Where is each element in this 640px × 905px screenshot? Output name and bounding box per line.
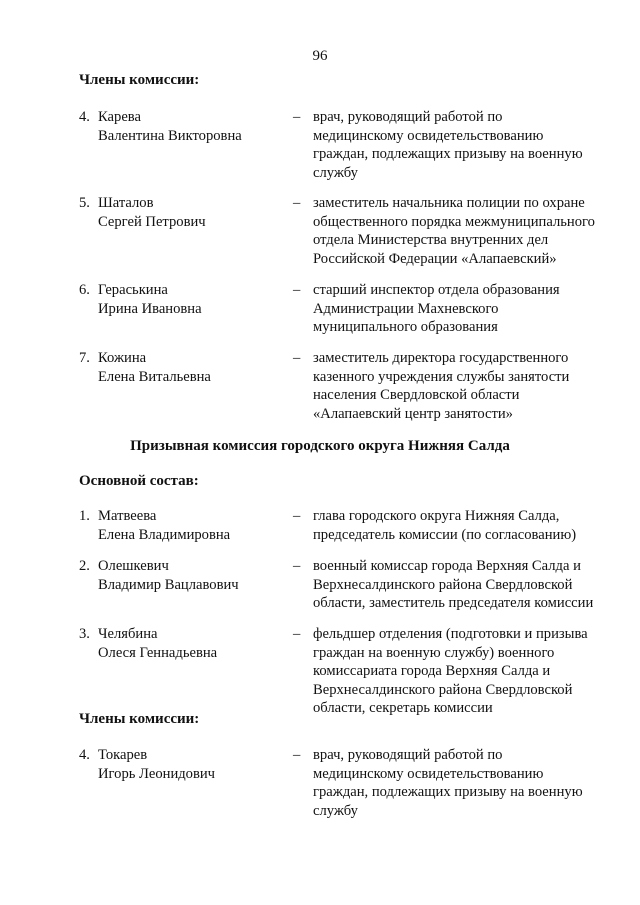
section-heading-main-composition: Основной состав: xyxy=(79,473,199,489)
role-line: военный комиссар города Верхняя Салда и xyxy=(313,558,581,574)
entry-number: 5. xyxy=(79,195,90,211)
member-role xyxy=(313,625,613,718)
role-line: отдела Министерства внутренних дел xyxy=(313,232,549,248)
member-given-names: Сергей Петрович xyxy=(98,213,206,230)
member-given-names: Игорь Леонидович xyxy=(98,765,216,782)
role-line: врач, руководящий работой по xyxy=(313,109,503,125)
entry-number: 2. xyxy=(79,558,90,574)
member-surname: Шаталов xyxy=(98,195,154,211)
role-line: населения Свердловской области xyxy=(313,387,520,403)
member-role xyxy=(313,281,613,337)
role-line: общественного порядка межмуниципального xyxy=(313,213,595,230)
member-given-names: Олеся Геннадьевна xyxy=(98,644,218,661)
member-name xyxy=(98,194,288,231)
dash-separator: – xyxy=(293,109,301,125)
entry-number: 6. xyxy=(79,282,90,298)
role-line: службу xyxy=(313,164,358,181)
role-line: казенного учреждения службы занятости xyxy=(313,368,570,385)
member-surname: Олешкевич xyxy=(98,558,169,574)
member-role xyxy=(313,349,613,423)
member-role xyxy=(313,194,613,268)
member-surname: Челябина xyxy=(98,626,158,642)
member-name xyxy=(98,507,288,544)
member-name xyxy=(98,281,288,318)
role-line: муниципального образования xyxy=(313,319,498,335)
member-surname: Кожина xyxy=(98,350,147,366)
member-given-names: Ирина Ивановна xyxy=(98,300,202,317)
role-line: Верхнесалдинского района Свердловской xyxy=(313,681,573,698)
section-heading-members: Члены комиссии: xyxy=(79,72,200,88)
entry-number: 3. xyxy=(79,626,90,642)
member-name xyxy=(98,108,288,145)
member-surname: Матвеева xyxy=(98,508,157,524)
member-name xyxy=(98,746,288,783)
role-line: комиссариата города Верхняя Салда и xyxy=(313,663,551,679)
member-role xyxy=(313,507,613,544)
dash-separator: – xyxy=(293,747,301,763)
dash-separator: – xyxy=(293,508,301,524)
member-role xyxy=(313,746,613,820)
role-line: области, секретарь комиссии xyxy=(313,700,493,716)
member-given-names: Елена Владимировна xyxy=(98,526,231,543)
dash-separator: – xyxy=(293,282,301,298)
member-name xyxy=(98,349,288,386)
commission-title: Призывная комиссия городского округа Нижняя Салда xyxy=(130,438,510,454)
section-heading-members: Члены комиссии: xyxy=(79,711,200,727)
role-line: врач, руководящий работой по xyxy=(313,747,503,763)
entry-number: 7. xyxy=(79,350,90,366)
role-line: Администрации Махневского xyxy=(313,300,499,317)
member-role xyxy=(313,557,613,613)
dash-separator: – xyxy=(293,195,301,211)
member-given-names: Владимир Вацлавович xyxy=(98,576,239,593)
role-line: граждан, подлежащих призыву на военную xyxy=(313,146,583,162)
member-surname: Гераськина xyxy=(98,282,168,298)
role-line: председатель комиссии (по согласованию) xyxy=(313,526,577,543)
member-surname: Токарев xyxy=(98,747,148,763)
role-line: области, заместитель председателя комиссии xyxy=(313,595,594,611)
member-surname: Карева xyxy=(98,109,141,125)
role-line: фельдшер отделения (подготовки и призыва xyxy=(313,626,588,642)
page-number: 96 xyxy=(312,48,328,64)
role-line: граждан на военную службу) военного xyxy=(313,644,555,661)
role-line: медицинскому освидетельствованию xyxy=(313,127,544,144)
member-name xyxy=(98,625,288,662)
role-line: старший инспектор отдела образования xyxy=(313,282,560,298)
role-line: граждан, подлежащих призыву на военную xyxy=(313,784,583,800)
role-line: заместитель директора государственного xyxy=(313,350,569,366)
dash-separator: – xyxy=(293,350,301,366)
dash-separator: – xyxy=(293,626,301,642)
dash-separator: – xyxy=(293,558,301,574)
role-line: глава городского округа Нижняя Салда, xyxy=(313,508,560,524)
member-given-names: Елена Витальевна xyxy=(98,368,211,385)
member-given-names: Валентина Викторовна xyxy=(98,127,242,144)
role-line: медицинскому освидетельствованию xyxy=(313,765,544,782)
role-line: заместитель начальника полиции по охране xyxy=(313,195,585,211)
entry-number: 1. xyxy=(79,508,90,524)
member-name xyxy=(98,557,288,594)
role-line: Верхнесалдинского района Свердловской xyxy=(313,576,573,593)
role-line: Российской Федерации «Алапаевский» xyxy=(313,250,557,267)
entry-number: 4. xyxy=(79,747,90,763)
entry-number: 4. xyxy=(79,109,90,125)
role-line: службу xyxy=(313,802,358,819)
role-line: «Алапаевский центр занятости» xyxy=(313,405,513,422)
member-role xyxy=(313,108,613,182)
